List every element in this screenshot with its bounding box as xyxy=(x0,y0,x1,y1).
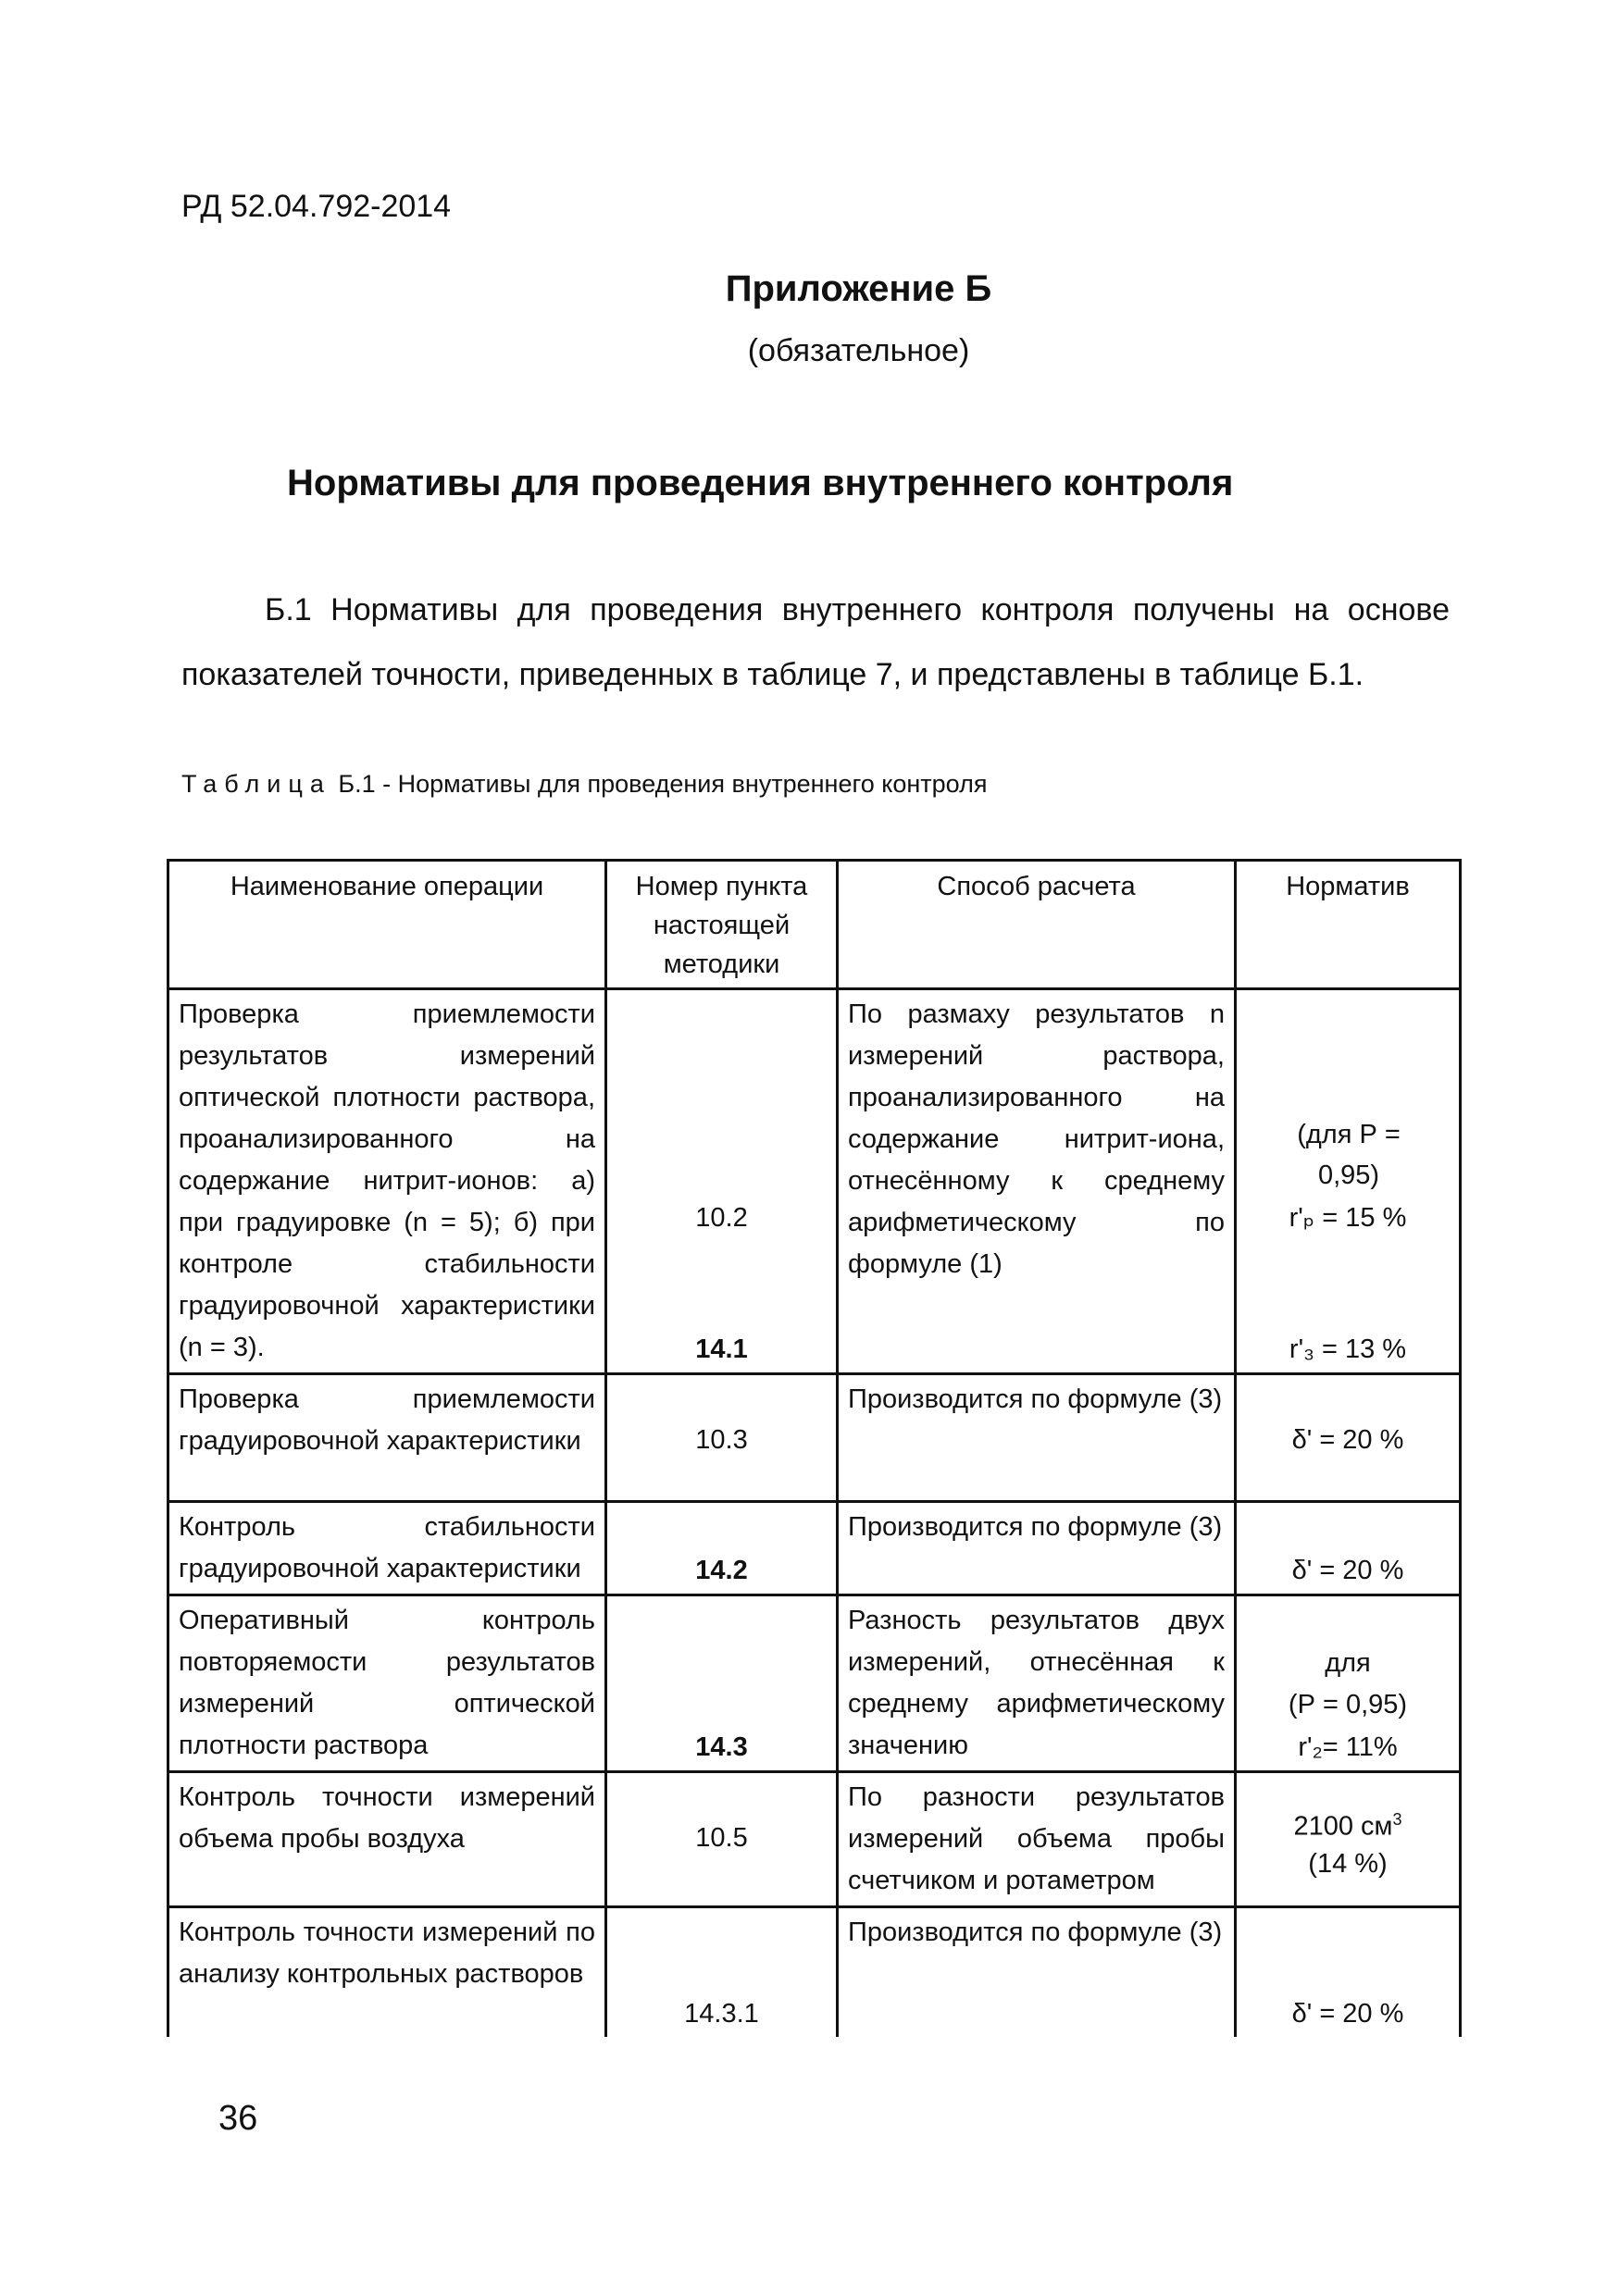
appendix-title: Приложение Б xyxy=(725,268,992,309)
cell-clause xyxy=(606,1502,838,1595)
cell-norm-value: δ' = 20 % xyxy=(1291,1556,1404,1585)
norms-table xyxy=(167,859,1462,2037)
header-operation: Наименование операции xyxy=(168,861,606,989)
intro-paragraph: Б.1 Нормативы для проведения внутреннего контроля получены на основе показателей точности, приведенных в таблице 7, и представлены в таблице Б.1. xyxy=(181,592,1450,692)
cell-clause-b: 14.1 xyxy=(695,1334,748,1364)
cell-clause xyxy=(606,989,838,1374)
table-caption-text: - Нормативы для проведения внутреннего контроля xyxy=(382,770,988,798)
cell-clause-value: 14.2 xyxy=(695,1556,748,1585)
cell-clause-a: 10.2 xyxy=(695,1203,748,1233)
cell-clause-value: 14.3 xyxy=(695,1732,748,1762)
cell-norm-percent: (14 %) xyxy=(1308,1849,1388,1879)
cell-norm-volume-unit-power: 3 xyxy=(1392,1810,1402,1829)
table-row xyxy=(168,1374,1461,1502)
cell-operation: Проверка приемлемости градуировочной характеристики xyxy=(168,1374,606,1502)
cell-method: По разности результатов измерений объема пробы счетчиком и ротаметром xyxy=(838,1772,1236,1907)
header-method: Способ расчета xyxy=(838,861,1236,989)
cell-norm xyxy=(1236,1772,1461,1907)
cell-clause-value: 14.3.1 xyxy=(684,1998,759,2029)
cell-norm-condition-2: (Р = 0,95) xyxy=(1288,1690,1408,1719)
appendix-note: (обязательное) xyxy=(747,333,970,368)
cell-clause xyxy=(606,1374,838,1502)
cell-norm-b: r'₃ = 13 % xyxy=(1289,1334,1407,1364)
cell-method: Производится по формуле (3) xyxy=(838,1502,1236,1595)
table-caption-prefix: Таблица xyxy=(181,770,331,798)
table-row xyxy=(168,989,1461,1374)
table-header-row xyxy=(168,861,1461,989)
header-clause: Номер пункта настоящей методики xyxy=(606,861,838,989)
cell-norm-value: r'₂= 11% xyxy=(1298,1732,1398,1762)
table-row xyxy=(168,1772,1461,1907)
cell-clause-value: 10.5 xyxy=(695,1823,748,1853)
table-caption xyxy=(181,770,987,799)
table-row xyxy=(168,1907,1461,2037)
cell-norm-condition: (для Р = 0,95) xyxy=(1297,1120,1401,1190)
document-code: РД 52.04.792-2014 xyxy=(181,189,452,224)
cell-clause xyxy=(606,1907,838,2037)
cell-norm-volume-value: 2100 см xyxy=(1293,1811,1393,1842)
cell-norm-volume xyxy=(1237,1799,1459,1848)
cell-method: Производится по формуле (3) xyxy=(838,1374,1236,1502)
cell-norm-a: r'ₚ = 15 % xyxy=(1289,1203,1407,1233)
cell-norm xyxy=(1236,1907,1461,2037)
cell-method: Разность результатов двух измерений, отнесённая к среднему арифметическому значению xyxy=(838,1595,1236,1772)
cell-norm xyxy=(1236,1374,1461,1502)
table-row xyxy=(168,1595,1461,1772)
cell-operation: Контроль стабильности градуировочной характеристики xyxy=(168,1502,606,1595)
section-title: Нормативы для проведения внутреннего контроля xyxy=(287,463,1234,503)
table-row xyxy=(168,1502,1461,1595)
header-norm: Норматив xyxy=(1236,861,1461,989)
cell-norm-value: δ' = 20 % xyxy=(1291,1998,1404,2029)
cell-norm xyxy=(1236,989,1461,1374)
cell-norm-value: δ' = 20 % xyxy=(1291,1425,1404,1455)
cell-clause-value: 10.3 xyxy=(695,1425,748,1455)
cell-operation: Контроль точности измерений объема пробы воздуха xyxy=(168,1772,606,1907)
cell-method: Производится по формуле (3) xyxy=(838,1907,1236,2037)
cell-norm xyxy=(1236,1502,1461,1595)
cell-clause xyxy=(606,1595,838,1772)
cell-clause xyxy=(606,1772,838,1907)
cell-operation: Контроль точности измерений по анализу контрольных растворов xyxy=(168,1907,606,2037)
cell-norm-condition-1: для xyxy=(1325,1648,1371,1678)
cell-norm xyxy=(1236,1595,1461,1772)
cell-operation: Проверка приемлемости результатов измерений оптической плотности раствора, проанализированного на содержание нитрит-ионов: а) при градуировке (n = 5); б) при контроле стабильности градуировочной характеристики (n = 3). xyxy=(168,989,606,1374)
cell-operation: Оперативный контроль повторяемости результатов измерений оптической плотности раствора xyxy=(168,1595,606,1772)
page-number: 36 xyxy=(218,2099,258,2138)
cell-method: По размаху результатов n измерений раствора, проанализированного на содержание нитрит-иона, отнесённому к среднему арифметическому по формуле (1) xyxy=(838,989,1236,1374)
table-caption-number: Б.1 xyxy=(338,770,376,798)
